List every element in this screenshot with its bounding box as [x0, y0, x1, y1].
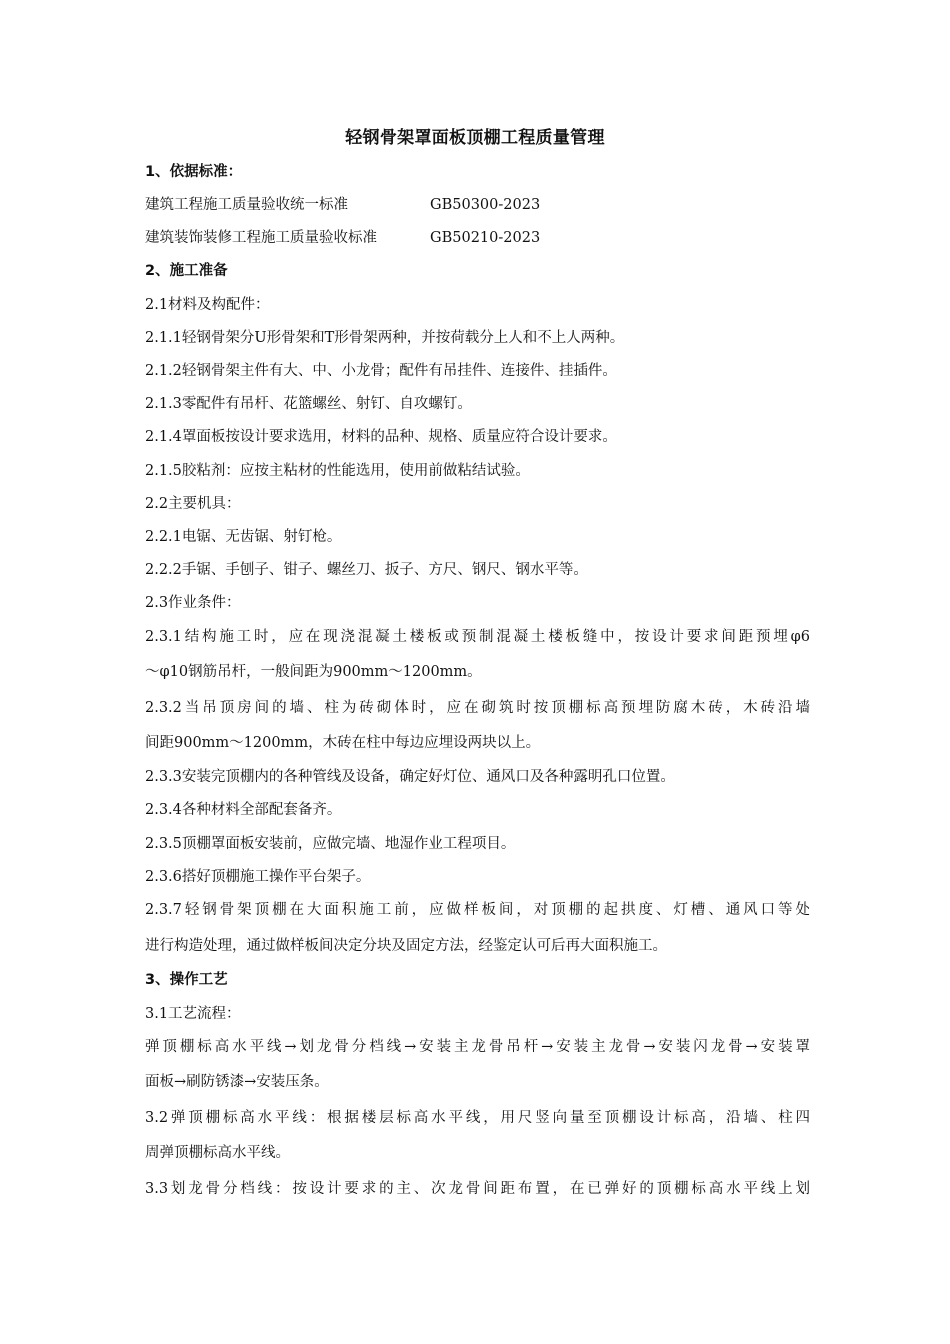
paragraph-line: 2.2主要机具：: [145, 496, 241, 512]
paragraph-line: 间距900mm～1200mm，木砖在柱中每边应埋设两块以上。: [145, 735, 541, 751]
paragraph-line: 2.1.3零配件有吊杆、花篮螺丝、射钉、自攻螺钉。: [145, 396, 472, 412]
paragraph-line: 2.3.7轻钢骨架顶棚在大面积施工前，应做样板间，对顶棚的起拱度、灯槽、通风口等处: [145, 902, 810, 918]
section-heading-construction-preparation: 2、施工准备: [145, 263, 228, 279]
paragraph-line: 2.3.1结构施工时，应在现浇混凝土楼板或预制混凝土楼板缝中，按设计要求间距预埋φ6: [145, 629, 810, 645]
standard-name: 建筑工程施工质量验收统一标准: [145, 197, 348, 213]
paragraph-line: 弹顶棚标高水平线→划龙骨分档线→安装主龙骨吊杆→安装主龙骨→安装闪龙骨→安装罩: [145, 1039, 810, 1055]
standard-name: 建筑装饰装修工程施工质量验收标准: [145, 230, 377, 246]
paragraph-line: 2.1.1轻钢骨架分U形骨架和T形骨架两种，并按荷载分上人和不上人两种。: [145, 330, 625, 346]
paragraph-line: 3.2弹顶棚标高水平线：根据楼层标高水平线，用尺竖向量至顶棚设计标高，沿墙、柱四: [145, 1110, 810, 1126]
section-heading-operation-process: 3、操作工艺: [145, 972, 228, 988]
section-heading-basis-standards: 1、依据标准：: [145, 164, 243, 180]
paragraph-line: ～φ10钢筋吊杆，一般间距为900mm～1200mm。: [145, 664, 482, 680]
standard-code: GB50300-2023: [430, 197, 541, 213]
paragraph-line: 2.1.2轻钢骨架主件有大、中、小龙骨；配件有吊挂件、连接件、挂插件。: [145, 363, 617, 379]
paragraph-line: 进行构造处理，通过做样板间决定分块及固定方法，经鉴定认可后再大面积施工。: [145, 938, 667, 954]
paragraph-line: 2.3.3安装完顶棚内的各种管线及设备，确定好灯位、通风口及各种露明孔口位置。: [145, 769, 675, 785]
paragraph-line: 面板→刷防锈漆→安装压条。: [145, 1074, 329, 1090]
paragraph-line: 2.3.4各种材料全部配套备齐。: [145, 802, 342, 818]
paragraph-line: 2.3.6搭好顶棚施工操作平台架子。: [145, 869, 371, 885]
document-title: 轻钢骨架罩面板顶棚工程质量管理: [345, 128, 605, 148]
paragraph-line: 2.3.2当吊顶房间的墙、柱为砖砌体时，应在砌筑时按顶棚标高预埋防腐木砖，木砖沿墙: [145, 700, 810, 716]
paragraph-line: 2.1.5胶粘剂：应按主粘材的性能选用，使用前做粘结试验。: [145, 463, 530, 479]
paragraph-line: 2.3.5顶棚罩面板安装前，应做完墙、地湿作业工程项目。: [145, 836, 516, 852]
paragraph-line: 2.2.2手锯、手刨子、钳子、螺丝刀、扳子、方尺、钢尺、钢水平等。: [145, 562, 588, 578]
paragraph-line: 3.3划龙骨分档线：按设计要求的主、次龙骨间距布置，在已弹好的顶棚标高水平线上划: [145, 1181, 810, 1197]
paragraph-line: 2.3作业条件：: [145, 595, 241, 611]
standard-row: [145, 193, 810, 217]
standard-row: [145, 226, 810, 250]
paragraph-line: 3.1工艺流程：: [145, 1006, 241, 1022]
paragraph-line: 2.2.1电锯、无齿锯、射钉枪。: [145, 529, 342, 545]
paragraph-line: 2.1材料及构配件：: [145, 297, 270, 313]
paragraph-line: 2.1.4罩面板按设计要求选用，材料的品种、规格、质量应符合设计要求。: [145, 429, 617, 445]
standard-code: GB50210-2023: [430, 230, 541, 246]
paragraph-line: 周弹顶棚标高水平线。: [145, 1145, 290, 1161]
